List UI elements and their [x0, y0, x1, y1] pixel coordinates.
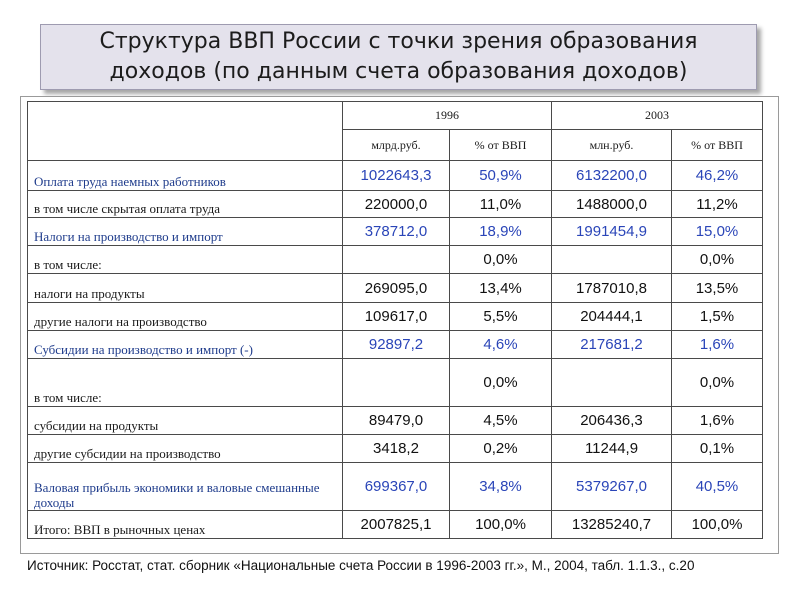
row-label: налоги на продукты: [28, 274, 343, 303]
cell-value-1996: 89479,0: [343, 407, 450, 435]
cell-pct-2003: 100,0%: [672, 511, 763, 539]
cell-value-1996: 220000,0: [343, 191, 450, 218]
table-row: [28, 191, 763, 218]
cell-pct-2003: 0,0%: [672, 359, 763, 407]
unit-header-mln-rub: млн.руб.: [552, 130, 672, 161]
row-label: субсидии на продукты: [28, 407, 343, 435]
cell-value-1996: 378712,0: [343, 218, 450, 246]
slide-title-line-2: доходов (по данным счета образования доходов): [109, 59, 688, 84]
cell-pct-1996: 0,2%: [450, 435, 552, 463]
cell-pct-1996: 100,0%: [450, 511, 552, 539]
row-label: другие налоги на производство: [28, 303, 343, 331]
cell-value-2003: [552, 246, 672, 274]
cell-pct-2003: 0,1%: [672, 435, 763, 463]
year-header-row: [28, 102, 763, 130]
table-row: [28, 274, 763, 303]
cell-pct-2003: 13,5%: [672, 274, 763, 303]
cell-value-2003: 206436,3: [552, 407, 672, 435]
cell-value-1996: 2007825,1: [343, 511, 450, 539]
cell-pct-1996: 4,5%: [450, 407, 552, 435]
cell-pct-1996: 13,4%: [450, 274, 552, 303]
cell-pct-1996: 34,8%: [450, 463, 552, 511]
unit-header-bln-rub: млрд.руб.: [343, 130, 450, 161]
cell-value-2003: 1991454,9: [552, 218, 672, 246]
row-label: Налоги на производство и импорт: [28, 218, 343, 246]
table-row: [28, 246, 763, 274]
cell-pct-1996: 5,5%: [450, 303, 552, 331]
cell-pct-1996: 0,0%: [450, 246, 552, 274]
table-row: [28, 218, 763, 246]
header-corner-cell: [28, 102, 343, 161]
cell-pct-2003: 15,0%: [672, 218, 763, 246]
year-2003-header: 2003: [552, 102, 763, 130]
cell-pct-1996: 4,6%: [450, 331, 552, 359]
unit-header-pct-1996: % от ВВП: [450, 130, 552, 161]
cell-value-1996: 699367,0: [343, 463, 450, 511]
cell-pct-1996: 50,9%: [450, 161, 552, 191]
cell-pct-2003: 1,6%: [672, 407, 763, 435]
table-row: [28, 303, 763, 331]
year-1996-header: 1996: [343, 102, 552, 130]
cell-pct-1996: 0,0%: [450, 359, 552, 407]
row-label: Итого: ВВП в рыночных ценах: [28, 511, 343, 539]
cell-value-2003: 204444,1: [552, 303, 672, 331]
cell-value-2003: [552, 359, 672, 407]
cell-value-1996: 1022643,3: [343, 161, 450, 191]
cell-pct-2003: 1,5%: [672, 303, 763, 331]
cell-value-1996: 92897,2: [343, 331, 450, 359]
cell-value-1996: [343, 359, 450, 407]
table-row: [28, 463, 763, 511]
cell-pct-2003: 11,2%: [672, 191, 763, 218]
source-note: Источник: Росстат, стат. сборник «Национальные счета России в 1996-2003 гг.», М., 2004, табл. 1.1.3., с.20: [27, 558, 695, 573]
slide-title: [40, 24, 757, 90]
row-label: Субсидии на производство и импорт (-): [28, 331, 343, 359]
table-row: [28, 331, 763, 359]
cell-value-2003: 1787010,8: [552, 274, 672, 303]
table-row: [28, 407, 763, 435]
cell-pct-2003: 0,0%: [672, 246, 763, 274]
row-label: Оплата труда наемных работников: [28, 161, 343, 191]
table-row: [28, 359, 763, 407]
cell-pct-2003: 40,5%: [672, 463, 763, 511]
cell-pct-2003: 46,2%: [672, 161, 763, 191]
cell-value-2003: 6132200,0: [552, 161, 672, 191]
table-row: [28, 435, 763, 463]
table-row-total: [28, 511, 763, 539]
row-label: в том числе:: [28, 359, 343, 407]
row-label: Валовая прибыль экономики и валовые смешанные доходы: [28, 463, 343, 511]
cell-value-2003: 217681,2: [552, 331, 672, 359]
cell-pct-1996: 18,9%: [450, 218, 552, 246]
cell-value-1996: 3418,2: [343, 435, 450, 463]
row-label: в том числе скрытая оплата труда: [28, 191, 343, 218]
cell-value-2003: 11244,9: [552, 435, 672, 463]
row-label: другие субсидии на производство: [28, 435, 343, 463]
cell-value-2003: 5379267,0: [552, 463, 672, 511]
cell-value-2003: 13285240,7: [552, 511, 672, 539]
cell-value-1996: 269095,0: [343, 274, 450, 303]
cell-pct-2003: 1,6%: [672, 331, 763, 359]
row-label: в том числе:: [28, 246, 343, 274]
cell-value-1996: 109617,0: [343, 303, 450, 331]
slide-title-line-1: Структура ВВП России с точки зрения образования: [99, 29, 698, 54]
cell-value-1996: [343, 246, 450, 274]
cell-pct-1996: 11,0%: [450, 191, 552, 218]
unit-header-pct-2003: % от ВВП: [672, 130, 763, 161]
cell-value-2003: 1488000,0: [552, 191, 672, 218]
table-row: [28, 161, 763, 191]
gdp-structure-table: [27, 101, 763, 539]
